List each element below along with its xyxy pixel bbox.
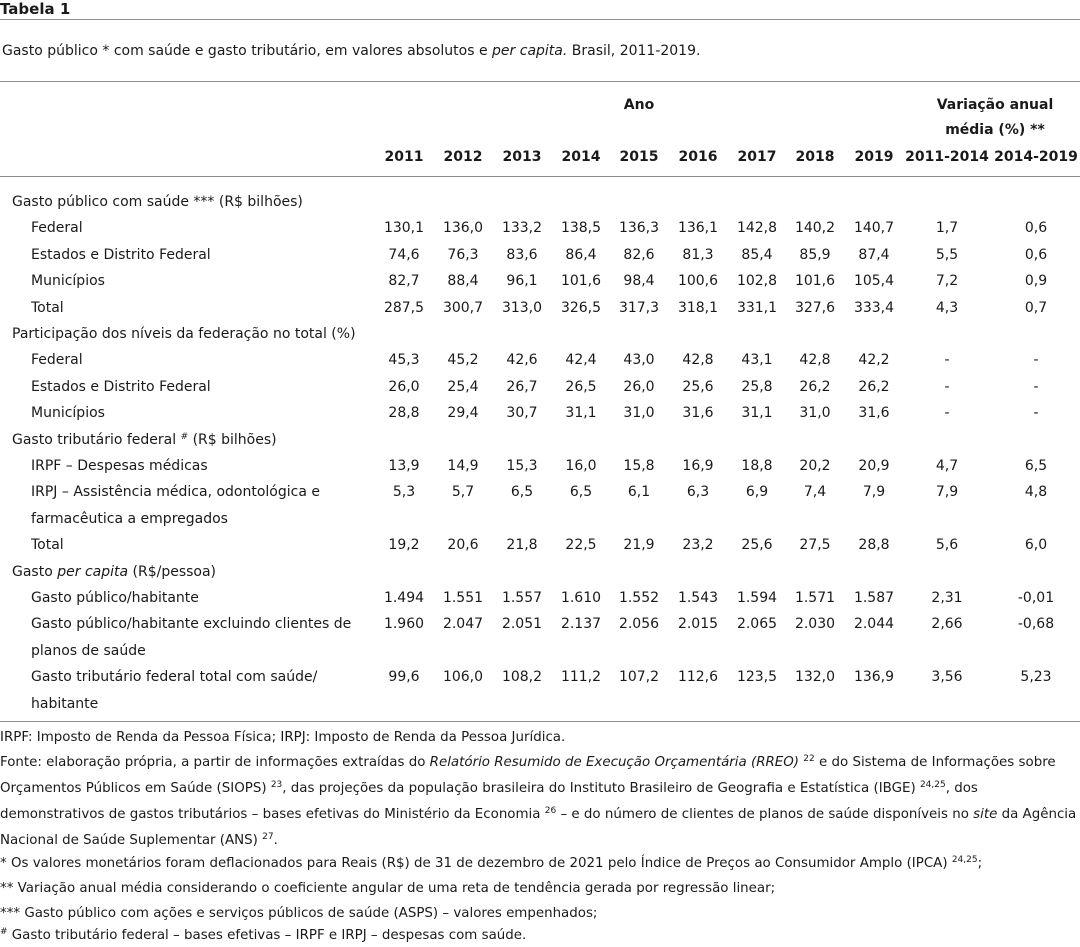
row-label: Gasto público/habitante excluindo clientes de bbox=[31, 616, 352, 633]
table-cell: 22,5 bbox=[565, 537, 597, 554]
table-cell: 28,8 bbox=[388, 405, 420, 422]
row-label: Total bbox=[31, 299, 64, 316]
table-cell: 19,2 bbox=[388, 537, 420, 554]
table-cell: 5,6 bbox=[935, 537, 959, 554]
section-label: Gasto tributário federal # (R$ bilhões) bbox=[12, 431, 277, 448]
table-cell: 98,4 bbox=[623, 273, 655, 290]
row-label-continuation: planos de saúde bbox=[31, 642, 146, 659]
column-header: 2016 bbox=[678, 149, 718, 165]
table-cell: 0,7 bbox=[1024, 299, 1048, 316]
table-cell: 31,0 bbox=[799, 405, 831, 422]
table-cell: 2.030 bbox=[794, 616, 836, 633]
table-cell: 2.051 bbox=[501, 616, 543, 633]
table-cell: 4,3 bbox=[935, 299, 959, 316]
table-cell: 25,8 bbox=[741, 378, 773, 395]
table-bottom-rule bbox=[0, 721, 1080, 722]
footnote-source: Fonte: elaboração própria, a partir de informações extraídas do Relatório Resumido de Execução Orçamentária (RREO) $^{22}$ e do Sistema de Informações sobre Orçamentos Públicos em Saúde (SIOPS) $^{23}$, das projeções da população brasileira do Instituto Brasileiro de Geografia e Estatística (IBGE) $^{24,25}$, dos demonstrativos de gastos tributários – bases efetivas do Ministério da Economia $^{26}$ – e do número de clientes de planos de saúde disponíveis no site da Agência Nacional de Saúde Suplementar (ANS) $^{27}$. bbox=[0, 754, 1077, 848]
section-label: Gasto público com saúde *** (R$ bilhões) bbox=[12, 194, 303, 210]
table-cell: 101,6 bbox=[794, 273, 836, 290]
table-cell: 42,2 bbox=[858, 352, 890, 369]
table-cell: 42,8 bbox=[682, 352, 714, 369]
table-cell: 287,5 bbox=[383, 299, 425, 316]
table-cell: 2.065 bbox=[736, 616, 778, 633]
table-cell: 28,8 bbox=[858, 537, 890, 554]
table-cell: 1.552 bbox=[618, 590, 660, 606]
table-cell: 26,2 bbox=[799, 378, 831, 395]
table-cell: 142,8 bbox=[736, 220, 778, 237]
table-cell: 136,0 bbox=[442, 220, 484, 237]
table-cell: - bbox=[944, 352, 950, 369]
column-header: 2014 bbox=[561, 149, 601, 165]
table-cell: 14,9 bbox=[447, 458, 479, 474]
table-cell: 136,1 bbox=[677, 220, 719, 237]
table-cell: 318,1 bbox=[677, 299, 719, 316]
table-cell: 74,6 bbox=[388, 246, 420, 263]
row-label: Estados e Distrito Federal bbox=[31, 246, 211, 263]
row-label: Total bbox=[31, 537, 64, 554]
table-cell: 0,6 bbox=[1024, 246, 1048, 263]
table-cell: 6,5 bbox=[510, 484, 534, 501]
table-cell: 25,6 bbox=[741, 537, 773, 554]
column-header: 2014-2019 bbox=[994, 149, 1078, 165]
table-cell: 326,5 bbox=[560, 299, 602, 316]
table-cell: 26,0 bbox=[388, 378, 420, 395]
caption-italic: per capita. bbox=[492, 43, 568, 59]
table-cell: 136,3 bbox=[618, 220, 660, 237]
table-cell: - bbox=[1033, 378, 1039, 395]
table-cell: 15,3 bbox=[506, 458, 538, 474]
table-cell: 82,6 bbox=[623, 246, 655, 263]
table-cell: 133,2 bbox=[501, 220, 543, 237]
table-cell: 106,0 bbox=[442, 669, 484, 686]
table-cell: 108,2 bbox=[501, 669, 543, 686]
footnote-note4: # Gasto tributário federal – bases efetivas – IRPF e IRPJ – despesas com saúde. bbox=[0, 927, 527, 943]
table-cell: 0,6 bbox=[1024, 220, 1048, 237]
table-cell: 105,4 bbox=[853, 273, 895, 290]
table-cell: 21,9 bbox=[623, 537, 655, 554]
table-cell: - bbox=[1033, 352, 1039, 369]
table-cell: 76,3 bbox=[447, 246, 479, 263]
table-cell: 1.557 bbox=[501, 590, 543, 606]
table-cell: 123,5 bbox=[736, 669, 778, 686]
table-cell: 313,0 bbox=[501, 299, 543, 316]
footnote-note1: * Os valores monetários foram deflacionados para Reais (R$) de 31 de dezembro de 2021 pelo Índice de Preços ao Consumidor Amplo (IPCA) $^{24,25}$; bbox=[0, 855, 983, 871]
table-cell: 333,4 bbox=[853, 299, 895, 316]
table-cell: 87,4 bbox=[858, 246, 890, 263]
section-label: Participação dos níveis da federação no total (%) bbox=[12, 326, 356, 342]
table-cell: 100,6 bbox=[677, 273, 719, 290]
row-label: Gasto público/habitante bbox=[31, 590, 199, 606]
table-cell: 1,7 bbox=[935, 220, 959, 237]
row-label: IRPF – Despesas médicas bbox=[31, 458, 208, 474]
table-cell: 2,66 bbox=[931, 616, 963, 633]
table-cell: 86,4 bbox=[565, 246, 597, 263]
table-cell: 6,5 bbox=[1024, 458, 1048, 474]
table-cell: 7,2 bbox=[935, 273, 959, 290]
footnote-note2: ** Variação anual média considerando o coeficiente angular de uma reta de tendência gerada por regressão linear; bbox=[0, 881, 776, 896]
table-cell: 327,6 bbox=[794, 299, 836, 316]
table-cell: 132,0 bbox=[794, 669, 836, 686]
footnote-abbrev: IRPF: Imposto de Renda da Pessoa Física; IRPJ: Imposto de Renda da Pessoa Jurídica. bbox=[0, 730, 566, 745]
table-cell: 6,9 bbox=[745, 484, 769, 501]
table-cell: 26,5 bbox=[565, 378, 597, 395]
header-group-year: Ano bbox=[623, 97, 655, 113]
table-cell: 26,7 bbox=[506, 378, 538, 395]
row-label: Federal bbox=[31, 220, 83, 237]
table-cell: 13,9 bbox=[388, 458, 420, 474]
table-cell: 25,6 bbox=[682, 378, 714, 395]
header-group-variation-line1: Variação anual bbox=[936, 97, 1054, 113]
caption-text: Gasto público * com saúde e gasto tributário, em valores absolutos e bbox=[2, 43, 493, 59]
table-cell: 30,7 bbox=[506, 405, 538, 422]
table-cell: - bbox=[944, 405, 950, 422]
table-cell: 2.137 bbox=[560, 616, 602, 633]
table-cell: 20,2 bbox=[799, 458, 831, 474]
table-cell: 21,8 bbox=[506, 537, 538, 554]
table-cell: 2.015 bbox=[677, 616, 719, 633]
table-cell: 140,7 bbox=[853, 220, 895, 237]
table-cell: 101,6 bbox=[560, 273, 602, 290]
table-cell: 4,8 bbox=[1024, 484, 1048, 501]
table-cell: 130,1 bbox=[383, 220, 425, 237]
table-cell: 6,5 bbox=[569, 484, 593, 501]
column-header: 2015 bbox=[619, 149, 659, 165]
table-cell: 1.571 bbox=[794, 590, 836, 606]
table-cell: 5,23 bbox=[1020, 669, 1052, 686]
table-cell: 31,0 bbox=[623, 405, 655, 422]
column-header: 2017 bbox=[737, 149, 777, 165]
header-bottom-rule bbox=[0, 176, 1080, 177]
row-label: Municípios bbox=[31, 405, 105, 422]
table-cell: 1.494 bbox=[383, 590, 425, 606]
table-cell: 88,4 bbox=[447, 273, 479, 290]
row-label-continuation: farmacêutica a empregados bbox=[31, 510, 228, 527]
table-cell: 82,7 bbox=[388, 273, 420, 290]
table-cell: 317,3 bbox=[618, 299, 660, 316]
table-cell: 4,7 bbox=[935, 458, 959, 474]
table-cell: 136,9 bbox=[853, 669, 895, 686]
table-cell: 83,6 bbox=[506, 246, 538, 263]
table-cell: 96,1 bbox=[506, 273, 538, 290]
table-cell: 6,3 bbox=[686, 484, 710, 501]
caption-text-end: Brasil, 2011-2019. bbox=[567, 43, 701, 59]
table-cell: 3,56 bbox=[931, 669, 963, 686]
table-cell: 1.594 bbox=[736, 590, 778, 606]
header-group-variation-line2: média (%) ** bbox=[945, 122, 1045, 138]
row-label: IRPJ – Assistência médica, odontológica e bbox=[31, 484, 320, 501]
column-header: 2018 bbox=[795, 149, 835, 165]
table-cell: 31,1 bbox=[565, 405, 597, 422]
table-cell: 85,9 bbox=[799, 246, 831, 263]
column-header: 2013 bbox=[502, 149, 542, 165]
table-cell: - bbox=[944, 378, 950, 395]
table-cell: 81,3 bbox=[682, 246, 714, 263]
table-cell: 31,1 bbox=[741, 405, 773, 422]
table-cell: 42,6 bbox=[506, 352, 538, 369]
table-cell: 25,4 bbox=[447, 378, 479, 395]
table-cell: 20,9 bbox=[858, 458, 890, 474]
table-cell: 300,7 bbox=[442, 299, 484, 316]
table-cell: 5,3 bbox=[392, 484, 416, 501]
table-cell: 1.587 bbox=[853, 590, 895, 606]
table-cell: 27,5 bbox=[799, 537, 831, 554]
table-cell: 2.044 bbox=[853, 616, 895, 633]
table-cell: 99,6 bbox=[388, 669, 420, 686]
column-header: 2011-2014 bbox=[905, 149, 989, 165]
table-cell: 16,9 bbox=[682, 458, 714, 474]
table-cell: 23,2 bbox=[682, 537, 714, 554]
table-cell: 6,1 bbox=[627, 484, 651, 501]
table-cell: -0,68 bbox=[1017, 616, 1055, 633]
table-cell: 31,6 bbox=[682, 405, 714, 422]
table-cell: 7,9 bbox=[935, 484, 959, 501]
table-cell: 138,5 bbox=[560, 220, 602, 237]
table-caption bbox=[2, 41, 700, 61]
table-cell: 43,1 bbox=[741, 352, 773, 369]
table-cell: 5,7 bbox=[451, 484, 475, 501]
row-label: Municípios bbox=[31, 273, 105, 290]
table-cell: 45,3 bbox=[388, 352, 420, 369]
row-label: Federal bbox=[31, 352, 83, 369]
table-cell: 112,6 bbox=[677, 669, 719, 686]
table-cell: 18,8 bbox=[741, 458, 773, 474]
table-cell: 1.610 bbox=[560, 590, 602, 606]
row-label: Gasto tributário federal total com saúde/ bbox=[31, 669, 318, 686]
footnote-note3: *** Gasto público com ações e serviços públicos de saúde (ASPS) – valores empenhados; bbox=[0, 906, 598, 921]
table-cell: 331,1 bbox=[736, 299, 778, 316]
table-cell: -0,01 bbox=[1017, 590, 1055, 606]
column-header: 2012 bbox=[443, 149, 483, 165]
table-cell: 20,6 bbox=[447, 537, 479, 554]
header-top-rule bbox=[0, 81, 1080, 82]
row-label-continuation: habitante bbox=[31, 695, 99, 712]
table-cell: 1.543 bbox=[677, 590, 719, 606]
table-cell: 16,0 bbox=[565, 458, 597, 474]
table-cell: 107,2 bbox=[618, 669, 660, 686]
table-cell: 85,4 bbox=[741, 246, 773, 263]
table-cell: 1.551 bbox=[442, 590, 484, 606]
table-cell: 0,9 bbox=[1024, 273, 1048, 290]
table-cell: 42,8 bbox=[799, 352, 831, 369]
row-label: Estados e Distrito Federal bbox=[31, 378, 211, 395]
table-cell: 102,8 bbox=[736, 273, 778, 290]
table-cell: 2,31 bbox=[931, 590, 963, 606]
table-cell: 2.056 bbox=[618, 616, 660, 633]
top-rule bbox=[0, 19, 1080, 20]
section-label: Gasto per capita (R$/pessoa) bbox=[12, 563, 217, 580]
table-cell: 31,6 bbox=[858, 405, 890, 422]
table-cell: 5,5 bbox=[935, 246, 959, 263]
table-cell: 2.047 bbox=[442, 616, 484, 633]
table-cell: 111,2 bbox=[560, 669, 602, 686]
table-cell: 7,9 bbox=[862, 484, 886, 501]
table-cell: 45,2 bbox=[447, 352, 479, 369]
table-cell: 26,2 bbox=[858, 378, 890, 395]
table-cell: 26,0 bbox=[623, 378, 655, 395]
table-cell: 42,4 bbox=[565, 352, 597, 369]
table-cell: - bbox=[1033, 405, 1039, 422]
table-cell: 15,8 bbox=[623, 458, 655, 474]
column-header: 2011 bbox=[384, 149, 424, 165]
table-cell: 43,0 bbox=[623, 352, 655, 369]
table-cell: 6,0 bbox=[1024, 537, 1048, 554]
table-cell: 140,2 bbox=[794, 220, 836, 237]
table-label: Tabela 1 bbox=[0, 0, 71, 18]
table-cell: 7,4 bbox=[803, 484, 827, 501]
table-cell: 1.960 bbox=[383, 616, 425, 633]
column-header: 2019 bbox=[854, 149, 894, 165]
table-cell: 29,4 bbox=[447, 405, 479, 422]
